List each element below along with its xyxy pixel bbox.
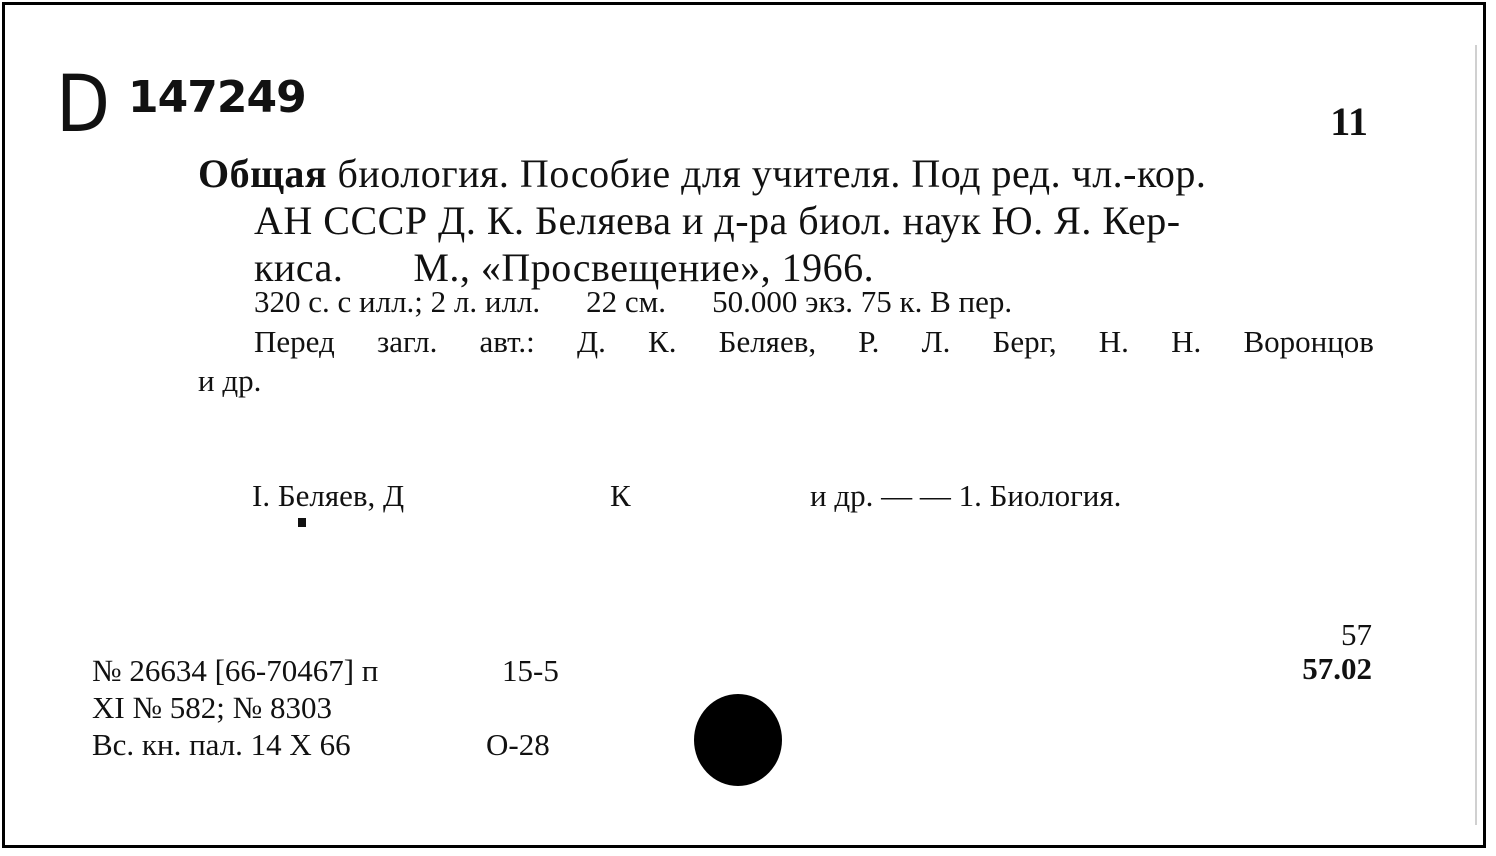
handwritten-letter: D (56, 60, 111, 150)
title-block (198, 150, 1378, 291)
class-code-bottom: 57.02 (1302, 651, 1372, 686)
bottom-left-block (92, 652, 559, 763)
author-word: Н. (1098, 324, 1129, 359)
author-word: Н. (1171, 324, 1202, 359)
author-word: авт.: (479, 324, 535, 359)
ink-mark (298, 518, 306, 527)
title-line-3-a: киса. (254, 245, 344, 290)
title-line-1-text: биология. Пособие для учителя. Под ред. чл.-кор. (327, 151, 1207, 196)
author-word: Берг, (992, 324, 1057, 359)
bottom-row-1-a: № 26634 [66-70467] п (92, 653, 379, 688)
bottom-row-2: XI № 582; № 8303 (92, 690, 332, 725)
tracing-part-2: К (610, 478, 631, 513)
punch-hole (694, 694, 782, 786)
imprint-size: 22 см. (586, 284, 667, 319)
author-word: Перед (254, 324, 335, 359)
title-bold-word: Общая (198, 151, 328, 196)
classification-codes (1302, 618, 1372, 686)
card-number: 11 (1330, 99, 1368, 144)
bottom-row-3-a: Вс. кн. пал. 14 X 66 (92, 727, 351, 762)
title-line-2: АН СССР Д. К. Беляева и д-ра биол. наук Ю. Я. Кер- (254, 198, 1181, 243)
author-word: Д. (576, 324, 606, 359)
authors-continuation: и др. (198, 363, 262, 398)
bottom-row-1-b: 15-5 (502, 653, 559, 688)
title-line-3-b: М., «Просвещение», 1966. (413, 245, 875, 290)
tracing-part-1: I. Беляев, Д (252, 478, 405, 513)
imprint-pages: 320 с. с илл.; 2 л. илл. (254, 284, 541, 319)
handwritten-accession-number: 147249 (128, 72, 306, 123)
imprint-line (254, 284, 1012, 320)
authors-line (254, 324, 1374, 360)
title-line-1 (198, 150, 1378, 197)
author-word: Воронцов (1243, 324, 1374, 359)
bottom-row-1 (92, 652, 559, 689)
card-edge-line (1475, 45, 1477, 825)
author-word: Л. (921, 324, 951, 359)
author-word: Р. (858, 324, 880, 359)
class-code-top: 57 (1341, 617, 1372, 652)
tracing-part-3: и др. — — 1. Биология. (810, 478, 1122, 513)
author-word: загл. (376, 324, 438, 359)
author-word: Беляев, (718, 324, 817, 359)
bottom-row-3 (92, 726, 550, 763)
bottom-row-3-b: О-28 (486, 727, 550, 762)
imprint-copies: 50.000 экз. 75 к. В пер. (712, 284, 1013, 319)
author-word: К. (648, 324, 677, 359)
